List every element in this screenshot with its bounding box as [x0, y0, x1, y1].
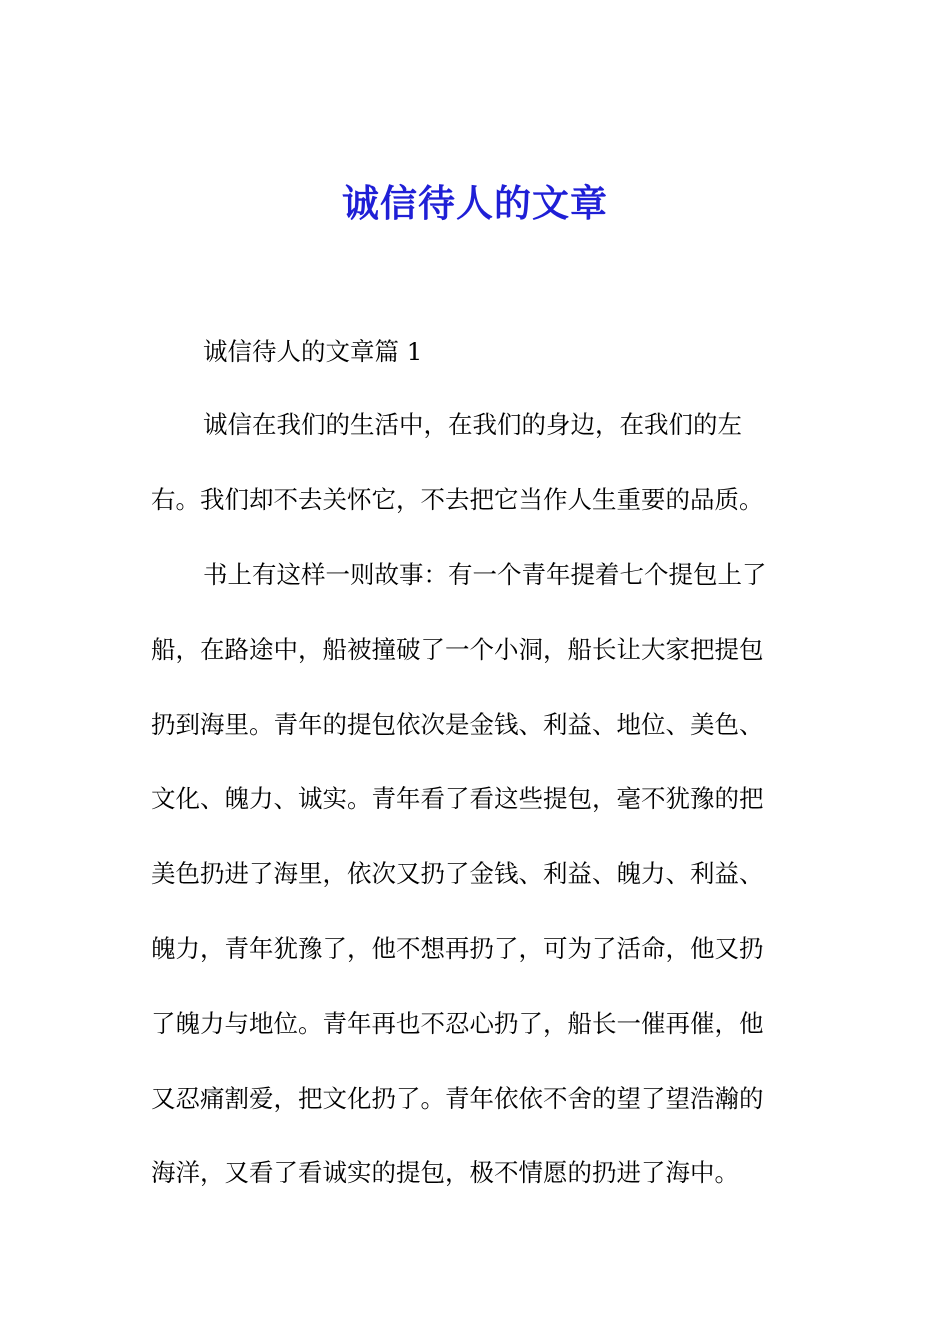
paragraph-line: 美色扔进了海里，依次又扔了金钱、利益、魄力、利益、	[151, 859, 764, 888]
paragraph-line: 诚信在我们的生活中，在我们的身边，在我们的左	[203, 410, 742, 439]
section-heading: 诚信待人的文章篇 1	[203, 337, 423, 366]
paragraph-line: 扔到海里。青年的提包依次是金钱、利益、地位、美色、	[151, 710, 764, 739]
paragraph-line: 文化、魄力、诚实。青年看了看这些提包，毫不犹豫的把	[151, 784, 764, 813]
document-title: 诚信待人的文章	[342, 181, 608, 225]
paragraph-line: 书上有这样一则故事：有一个青年提着七个提包上了	[203, 560, 767, 589]
paragraph-line: 了魄力与地位。青年再也不忍心扔了，船长一催再催，他	[151, 1009, 764, 1038]
paragraph-line: 魄力，青年犹豫了，他不想再扔了，可为了活命，他又扔	[151, 934, 764, 963]
paragraph-line: 又忍痛割爱，把文化扔了。青年依依不舍的望了望浩瀚的	[151, 1084, 764, 1113]
paragraph-line: 船，在路途中，船被撞破了一个小洞，船长让大家把提包	[151, 635, 764, 664]
paragraph-line: 海洋，又看了看诚实的提包，极不情愿的扔进了海中。	[151, 1158, 739, 1187]
paragraph-line: 右。我们却不去关怀它，不去把它当作人生重要的品质。	[151, 485, 764, 514]
